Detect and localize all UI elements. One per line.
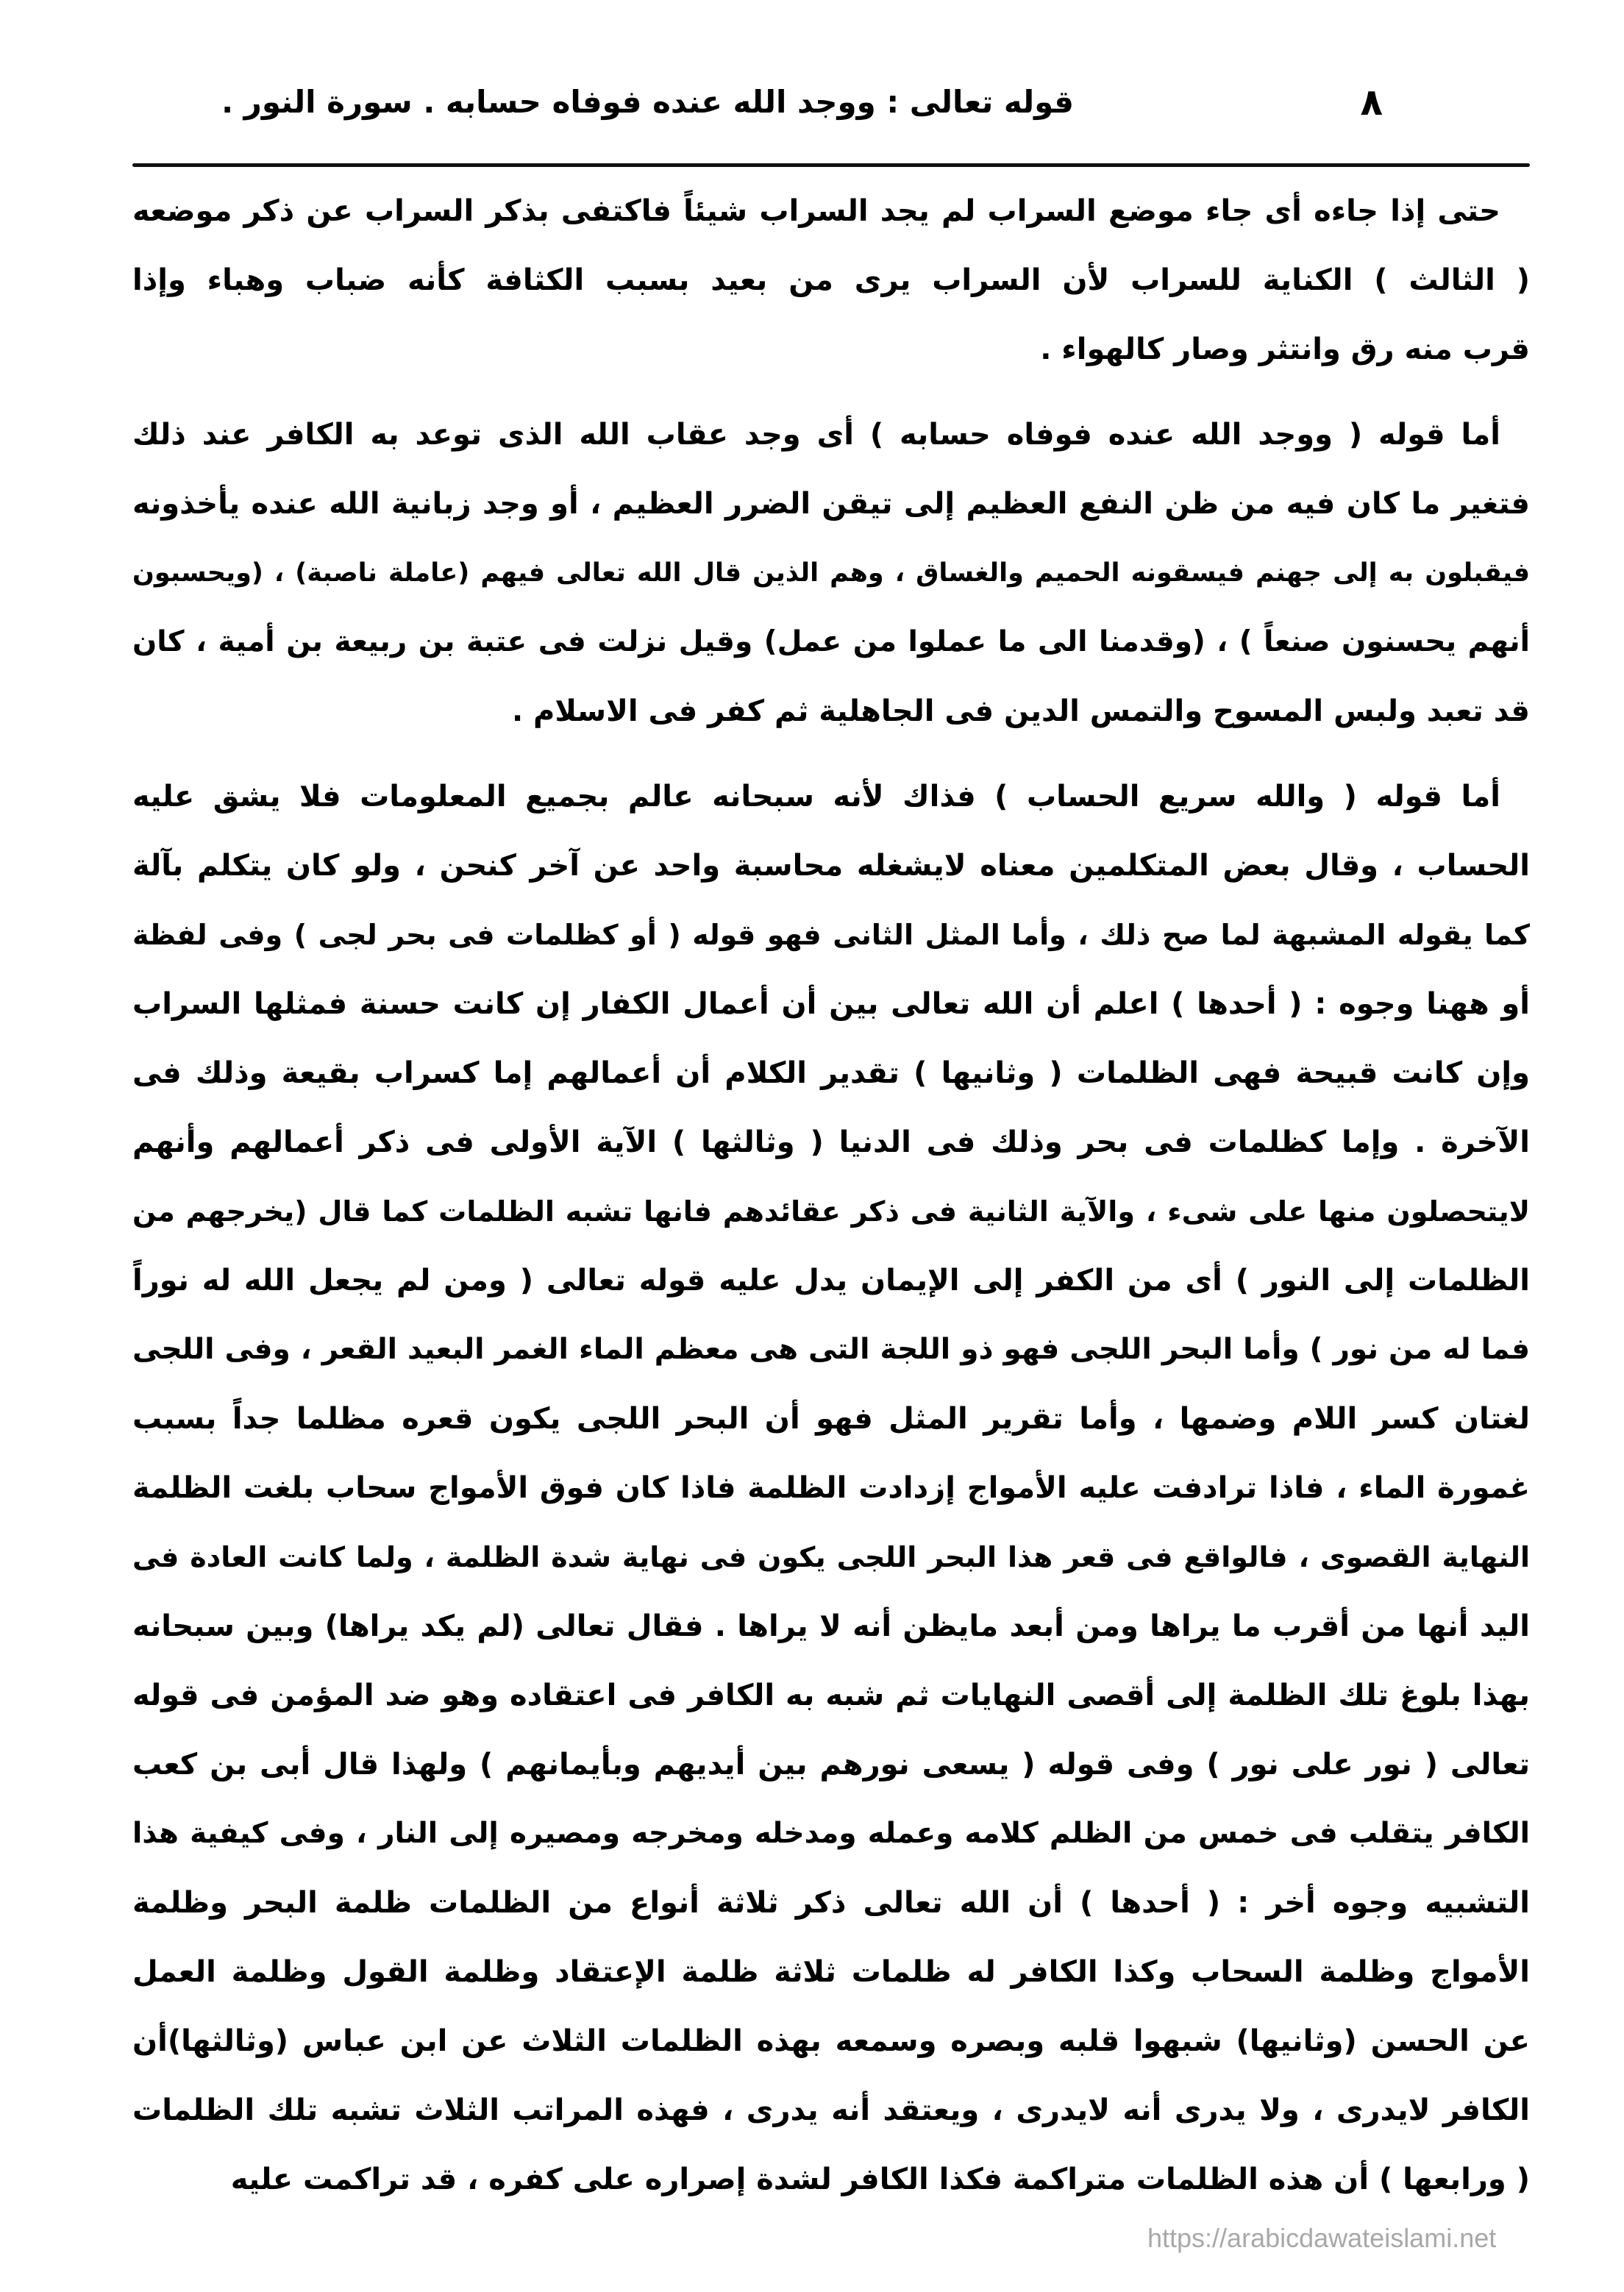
text-line: كما يقوله المشبهة لما صح ذلك ، وأما المثل الثانى فهو قوله ( أو كظلمات فى بحر لجى ) وفى لفظة	[132, 919, 1530, 951]
text-line: حتى إذا جاءه أى جاء موضع السراب لم يجد السراب شيئاً فاكتفى بذكر السراب عن ذكر موضعه	[132, 194, 1500, 228]
text-line: فما له من نور ) وأما البحر اللجى فهو ذو اللجة التى هى معظم الماء الغمر البعيد القعر ، وفى اللجى	[132, 1333, 1530, 1366]
text-line: فيقبلون به إلى جهنم فيسقونه الحميم والغساق ، وهم الذين قال الله تعالى فيهم (عاملة ناصبة) ، (ويحسبون	[132, 558, 1530, 588]
paragraph	[132, 400, 1530, 746]
text-line: أنهم يحسنون صنعاً ) ، (وقدمنا الى ما عملوا من عمل) وقيل نزلت فى عتبة بن ربيعة بن أمية ، كان	[132, 625, 1530, 658]
paragraph	[132, 762, 1530, 2214]
text-line: وإن كانت قبيحة فهى الظلمات ( وثانيها ) تقدير الكلام أن أعمالهم إما كسراب بقيعة وذلك فى	[132, 1056, 1530, 1090]
text-line: الأمواج وظلمة السحاب وكذا الكافر له ظلمات ثلاثة ظلمة الإعتقاد وظلمة القول وظلمة العمل	[132, 1955, 1530, 1989]
text-line: الحساب ، وقال بعض المتكلمين معناه لايشغله محاسبة واحد عن آخر كنحن ، ولو كان يتكلم بآلة	[132, 849, 1530, 883]
text-line: ( ورابعها ) أن هذه الظلمات متراكمة فكذا الكافر لشدة إصراره على كفره ، قد تراكمت عليه	[230, 2163, 1530, 2196]
text-line: الكافر لايدرى ، ولا يدرى أنه لايدرى ، ويعتقد أنه يدرى ، فهذه المراتب الثلاث تشبه تلك الظلمات	[132, 2093, 1530, 2127]
page-body	[132, 177, 1530, 2230]
text-line: الظلمات إلى النور ) أى من الكفر إلى الإيمان يدل عليه قوله تعالى ( ومن لم يجعل الله له نوراً	[132, 1264, 1530, 1298]
text-line: بهذا بلوغ تلك الظلمة إلى أقصى النهايات ثم شبه به الكافر فى اعتقاده وهو ضد المؤمن فى قوله	[132, 1679, 1530, 1712]
text-line: أو ههنا وجوه : ( أحدها ) اعلم أن الله تعالى بين أن أعمال الكفار إن كانت حسنة فمثلها السراب	[132, 987, 1530, 1021]
text-line: التشبيه وجوه أخر : ( أحدها ) أن الله تعالى ذكر ثلاثة أنواع من الظلمات ظلمة البحر وظلمة	[132, 1886, 1530, 1920]
text-line: الآخرة . وإما كظلمات فى بحر وذلك فى الدنيا ( وثالثها ) الآية الأولى فى ذكر أعمالهم وأنهم	[132, 1125, 1530, 1159]
paragraph	[132, 177, 1530, 384]
page-number: ٨	[1360, 81, 1383, 124]
running-title: قوله تعالى : ووجد الله عنده فوفاه حسابه . سورة النور .	[221, 84, 1074, 120]
page-header	[132, 81, 1530, 140]
text-line: قد تعبد ولبس المسوح والتمس الدين فى الجاهلية ثم كفر فى الاسلام .	[511, 694, 1530, 728]
text-line: قرب منه رق وانتثر وصار كالهواء .	[1040, 332, 1530, 366]
text-line: تعالى ( نور على نور ) وفى قوله ( يسعى نورهم بين أيديهم وبأيمانهم ) ولهذا قال أبى بن كعب	[132, 1748, 1530, 1782]
text-line: اليد أنها من أقرب ما يراها ومن أبعد مايظن أنه لا يراها . فقال تعالى (لم يكد يراها) وبين سبحانه	[132, 1609, 1530, 1643]
header-rule	[132, 163, 1530, 167]
watermark-url: https://arabicdawateislami.net	[1147, 2223, 1497, 2253]
text-line: ( الثالث ) الكناية للسراب لأن السراب يرى من بعيد بسبب الكثافة كأنه ضباب وهباء وإذا	[132, 263, 1530, 297]
text-line: لايتحصلون منها على شىء ، والآية الثانية فى ذكر عقائدهم فانها تشبه الظلمات كما قال (يخرجهم من	[132, 1195, 1530, 1228]
text-line: لغتان كسر اللام وضمها ، وأما تقرير المثل فهو أن البحر اللجى يكون قعره مظلما جداً بسبب	[132, 1402, 1530, 1436]
text-line: الكافر يتقلب فى خمس من الظلم كلامه وعمله ومدخله ومخرجه ومصيره إلى النار ، وفى كيفية هذا	[132, 1817, 1530, 1850]
text-line: عن الحسن (وثانيها) شبهوا قلبه وبصره وسمعه بهذه الظلمات الثلاث عن ابن عباس (وثالثها)أن	[132, 2024, 1530, 2058]
text-line: أما قوله ( ووجد الله عنده فوفاه حسابه ) أى وجد عقاب الله الذى توعد به الكافر عند ذلك	[132, 418, 1500, 452]
text-line: فتغير ما كان فيه من ظن النفع العظيم إلى تيقن الضرر العظيم ، أو وجد زبانية الله عنده يأخذونه	[132, 487, 1530, 521]
text-line: أما قوله ( والله سريع الحساب ) فذاك لأنه سبحانه عالم بجميع المعلومات فلا يشق عليه	[132, 780, 1500, 814]
text-line: غمورة الماء ، فاذا ترادفت عليه الأمواج إزدادت الظلمة فاذا كان فوق الأمواج سحاب بلغت الظلمة	[132, 1471, 1530, 1505]
text-line: النهاية القصوى ، فالواقع فى قعر هذا البحر اللجى يكون فى نهاية شدة الظلمة ، ولما كانت العادة فى	[132, 1541, 1530, 1573]
